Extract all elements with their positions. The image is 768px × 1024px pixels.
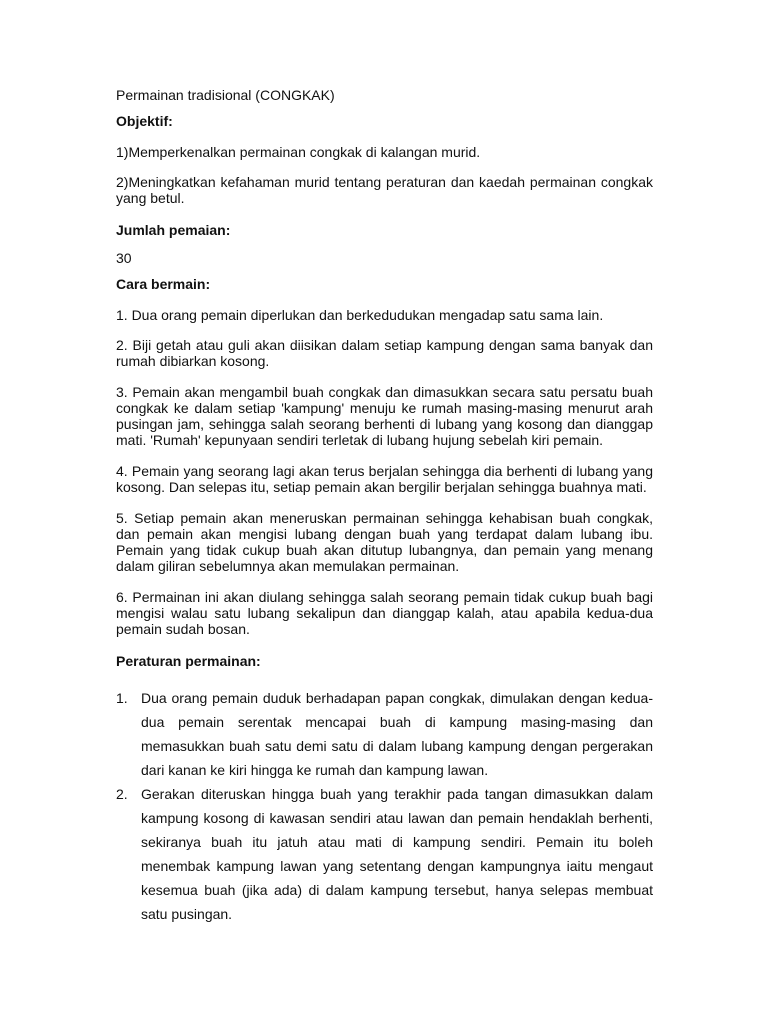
rule-text: Gerakan diteruskan hingga buah yang terakhir pada tangan dimasukkan dalam kampung kosong di kawasan sendiri atau lawan dan pemain hendaklah berhenti, sekiranya buah itu jatuh atau mati di kampung sendiri. Pemain itu boleh menembak kampung lawan yang setentang dengan kampungnya iaitu mengaut kesemua buah (jika ada) di dalam kampung tersebut, hanya selepas membuat satu pusingan. (141, 786, 653, 922)
document-page (116, 86, 653, 926)
objective-item: 2)Meningkatkan kefahaman murid tentang peraturan dan kaedah permainan congkak yang betul. (116, 174, 653, 206)
howto-heading: Cara bermain: (116, 276, 211, 292)
howto-step: 5. Setiap pemain akan meneruskan permainan sehingga kehabisan buah congkak, dan pemain akan mengisi lubang dengan buah yang terdapat dalam lubang ibu. Pemain yang tidak cukup buah akan ditutup lubangnya, dan pemain yang menang dalam giliran sebelumnya akan memulakan permainan. (116, 510, 653, 574)
rule-number: 2. (116, 786, 128, 802)
rules-list (116, 686, 653, 926)
objective-heading: Objektif: (116, 113, 173, 129)
howto-step: 1. Dua orang pemain diperlukan dan berkedudukan mengadap satu sama lain. (116, 307, 604, 323)
rule-item (116, 782, 653, 926)
howto-step: 4. Pemain yang seorang lagi akan terus berjalan sehingga dia berhenti di lubang yang kosong. Dan selepas itu, setiap pemain akan bergilir berjalan sehingga buahnya mati. (116, 463, 653, 495)
howto-step: 3. Pemain akan mengambil buah congkak dan dimasukkan secara satu persatu buah congkak ke dalam setiap 'kampung' menuju ke rumah masing-masing menurut arah pusingan jam, sehingga salah seorang berhenti di lubang yang kosong dan dianggap mati. 'Rumah' kepunyaan sendiri terletak di lubang hujung sebelah kiri pemain. (116, 384, 653, 448)
document-title: Permainan tradisional (CONGKAK) (116, 87, 335, 103)
players-count: 30 (116, 250, 132, 266)
rules-heading: Peraturan permainan: (116, 653, 261, 669)
objective-item: 1)Memperkenalkan permainan congkak di kalangan murid. (116, 144, 481, 160)
rule-number: 1. (116, 690, 128, 706)
rule-item (116, 686, 653, 782)
rule-text: Dua orang pemain duduk berhadapan papan congkak, dimulakan dengan kedua-dua pemain serentak mencapai buah di kampung masing-masing dan memasukkan buah satu demi satu di dalam lubang kampung dengan pergerakan dari kanan ke kiri hingga ke rumah dan kampung lawan. (141, 690, 653, 778)
players-heading: Jumlah pemaian: (116, 222, 231, 238)
howto-step: 2. Biji getah atau guli akan diisikan dalam setiap kampung dengan sama banyak dan rumah dibiarkan kosong. (116, 337, 653, 369)
howto-step: 6. Permainan ini akan diulang sehingga salah seorang pemain tidak cukup buah bagi mengisi walau satu lubang sekalipun dan dianggap kalah, atau apabila kedua-dua pemain sudah bosan. (116, 589, 653, 637)
